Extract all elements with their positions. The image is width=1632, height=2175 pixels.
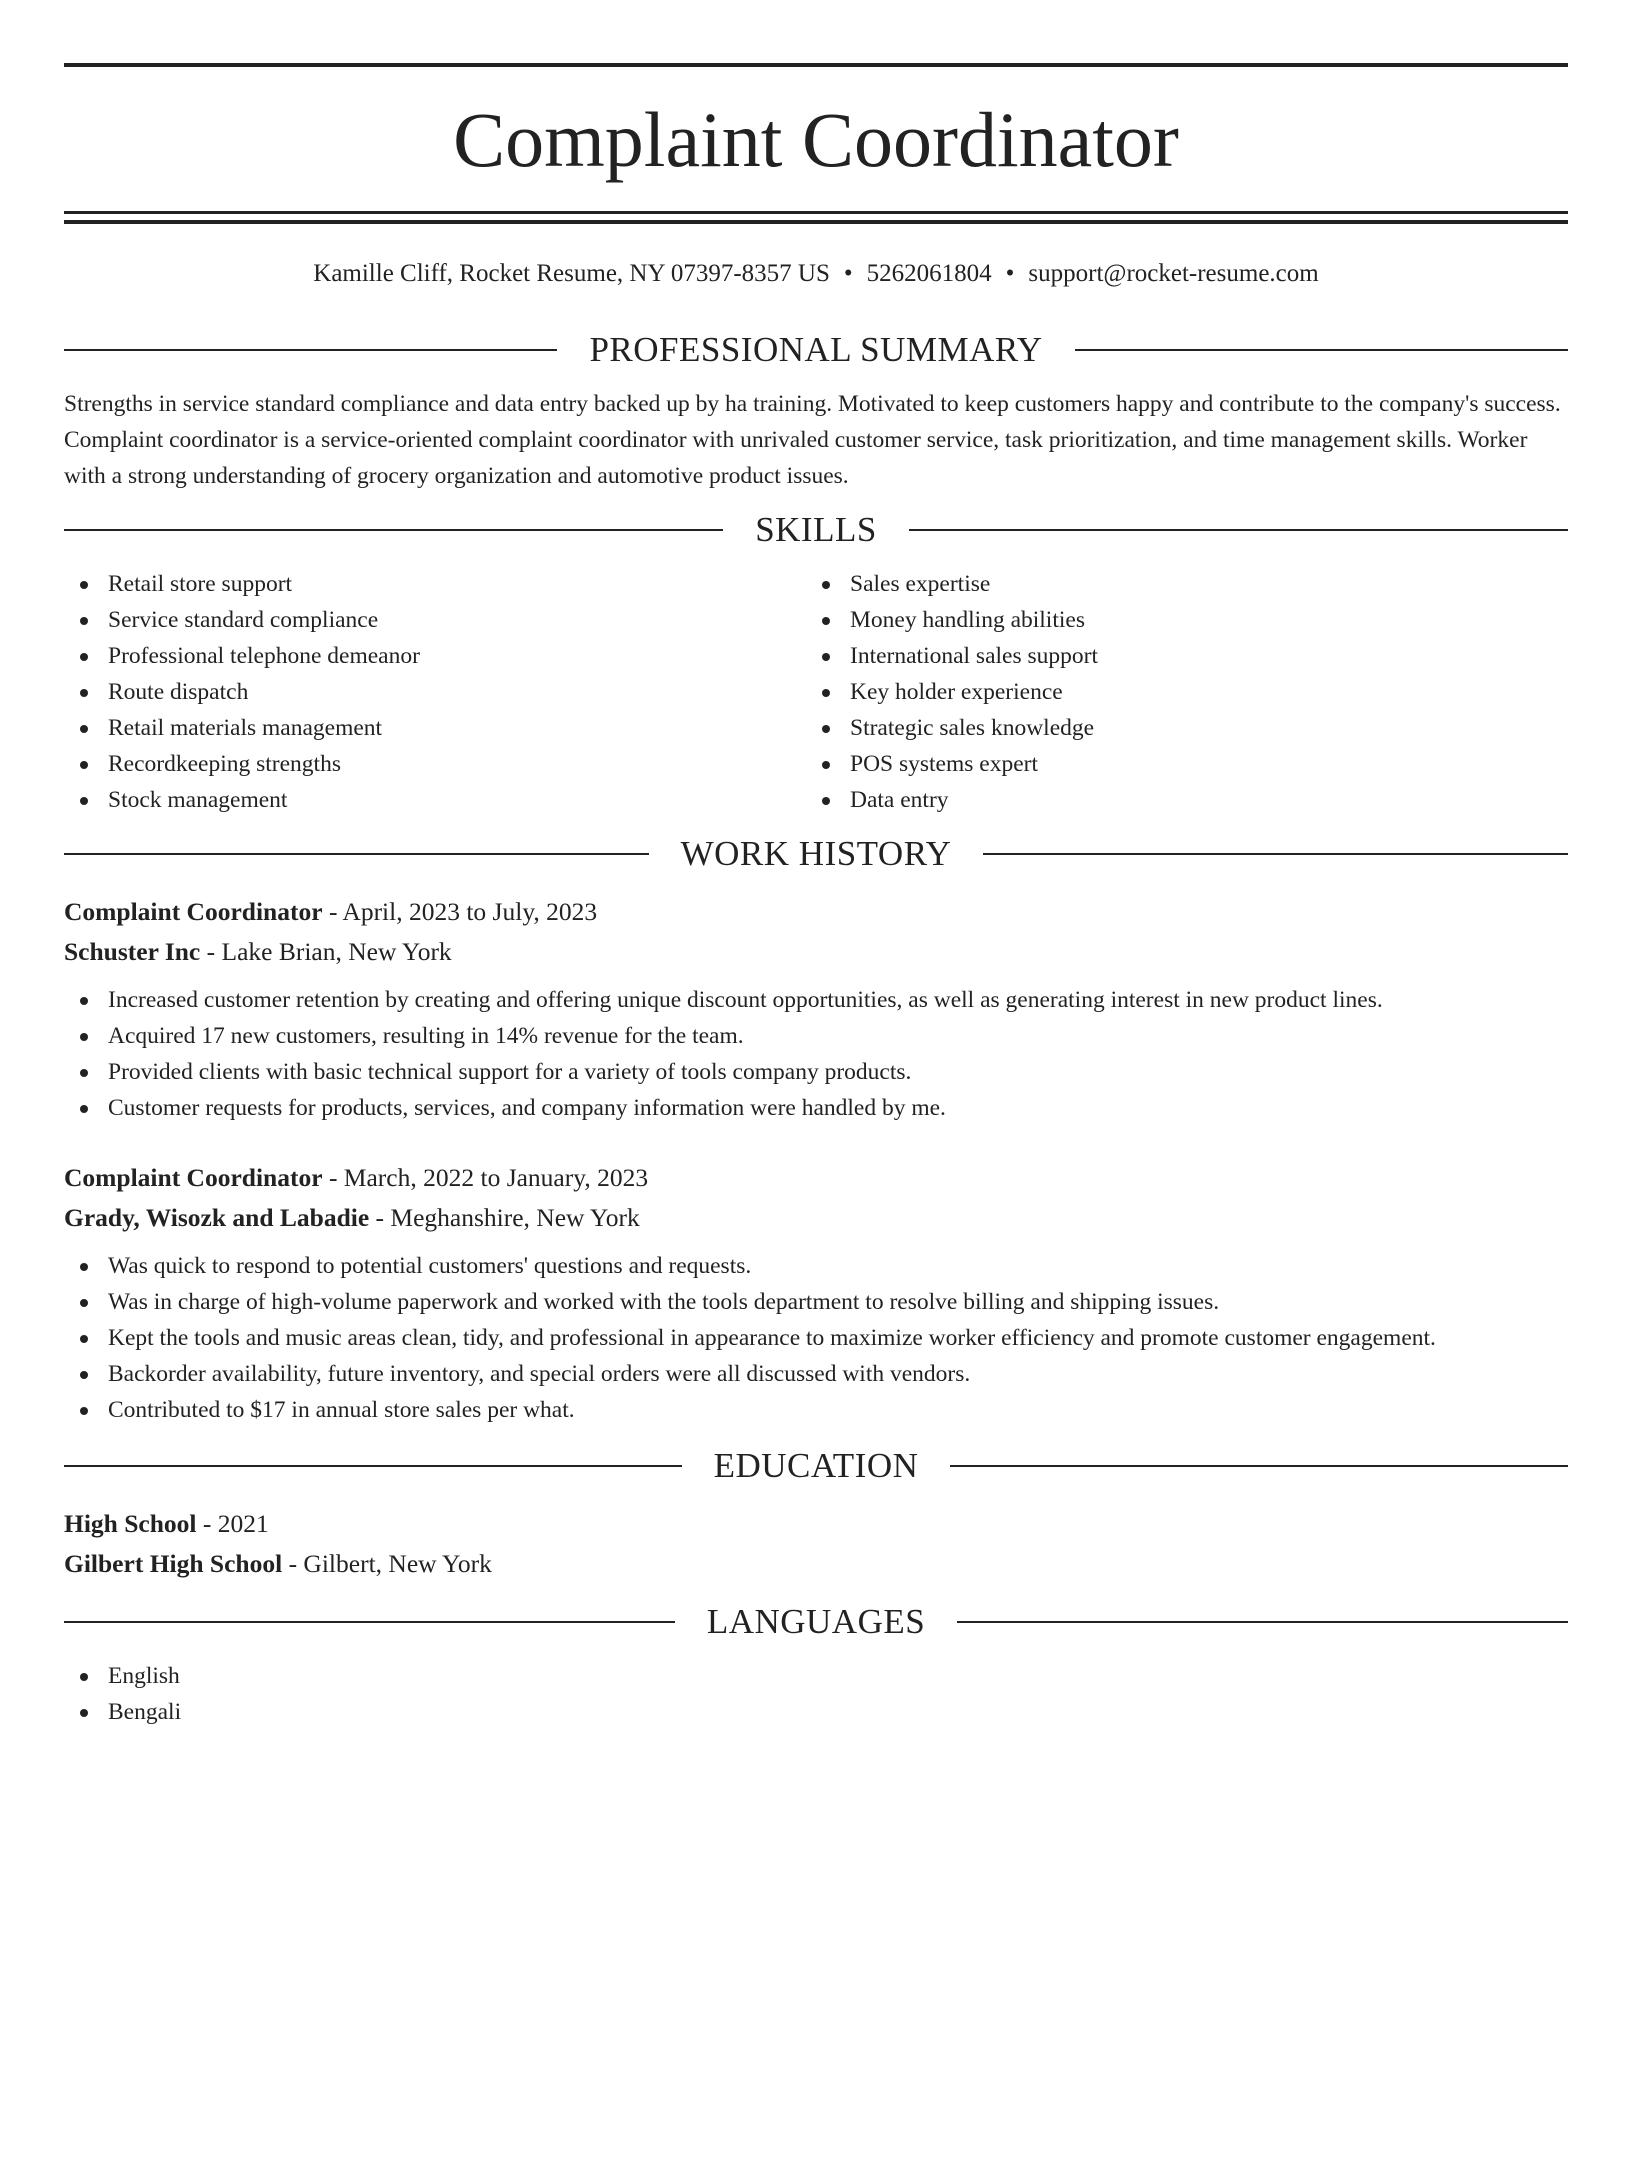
skill-item: Key holder experience [806, 674, 1548, 710]
skill-item: Route dispatch [64, 674, 806, 710]
education-school-line [64, 1544, 1568, 1584]
skill-item: POS systems expert [806, 746, 1548, 782]
skill-item: Strategic sales knowledge [806, 710, 1548, 746]
job-bullets [64, 982, 1568, 1126]
job-company-line [64, 932, 1568, 972]
heading-rule [1075, 349, 1568, 351]
heading-rule [957, 1621, 1568, 1623]
heading-rule [64, 529, 723, 531]
education-entry [64, 1504, 1568, 1584]
job-title-line [64, 892, 1568, 932]
skills-list-left [64, 566, 806, 818]
skill-item: Professional telephone demeanor [64, 638, 806, 674]
job-company: Schuster Inc [64, 937, 201, 966]
education-degree: High School [64, 1509, 197, 1538]
section-title: WORK HISTORY [680, 834, 952, 873]
section-title: SKILLS [755, 510, 877, 549]
section-title: EDUCATION [713, 1446, 919, 1485]
skill-item: Stock management [64, 782, 806, 818]
job-company: Grady, Wisozk and Labadie [64, 1203, 370, 1232]
section-heading-skills [64, 510, 1568, 550]
education-year: - 2021 [196, 1509, 269, 1538]
skill-item: Data entry [806, 782, 1548, 818]
skill-item: Service standard compliance [64, 602, 806, 638]
language-item: English [64, 1658, 1568, 1694]
contact-line [64, 258, 1568, 290]
job-bullet: Backorder availability, future inventory, and special orders were all discussed with vendors. [64, 1356, 1568, 1392]
heading-rule [950, 1465, 1568, 1467]
job-entry [64, 1158, 1568, 1428]
skills-columns [64, 566, 1568, 818]
heading-rule [909, 529, 1568, 531]
job-title: Complaint Coordinator [64, 897, 323, 926]
languages-list [64, 1658, 1568, 1730]
job-bullet: Increased customer retention by creating and offering unique discount opportunities, as well as generating interest in new product lines. [64, 982, 1568, 1018]
education-school: Gilbert High School [64, 1549, 283, 1578]
section-heading-languages [64, 1602, 1568, 1642]
section-title: LANGUAGES [706, 1602, 926, 1641]
section-heading-education [64, 1446, 1568, 1486]
education-degree-line [64, 1504, 1568, 1544]
skill-item: Retail materials management [64, 710, 806, 746]
heading-rule [983, 853, 1568, 855]
heading-rule [64, 1465, 682, 1467]
skill-item: Retail store support [64, 566, 806, 602]
top-rule [64, 63, 1568, 67]
job-bullet: Acquired 17 new customers, resulting in 14% revenue for the team. [64, 1018, 1568, 1054]
skill-item: Recordkeeping strengths [64, 746, 806, 782]
heading-rule [64, 349, 557, 351]
section-title: PROFESSIONAL SUMMARY [589, 330, 1043, 369]
contact-address: Kamille Cliff, Rocket Resume, NY 07397-8357 US [313, 260, 830, 287]
job-entry [64, 892, 1568, 1126]
job-bullet: Customer requests for products, services, and company information were handled by me. [64, 1090, 1568, 1126]
resume-page [0, 63, 1632, 2175]
job-title: Complaint Coordinator [64, 1163, 323, 1192]
skill-item: Sales expertise [806, 566, 1548, 602]
contact-phone: 5262061804 [866, 260, 992, 287]
job-dates: - April, 2023 to July, 2023 [322, 897, 598, 926]
job-location: - Lake Brian, New York [200, 937, 452, 966]
contact-separator: • [843, 260, 853, 287]
job-location: - Meghanshire, New York [369, 1203, 640, 1232]
job-bullet: Was quick to respond to potential customers' questions and requests. [64, 1248, 1568, 1284]
double-rule [64, 211, 1568, 224]
summary-text: Strengths in service standard compliance and data entry backed up by ha training. Motivated to keep customers happy and contribute to the company's success. Complaint coordinator is a service-oriented complaint coordinator with unrivaled customer service, task prioritization, and time management skills. Worker with a strong understanding of grocery organization and automotive product issues. [64, 391, 1561, 489]
section-heading-summary [64, 330, 1568, 370]
job-bullet: Kept the tools and music areas clean, tidy, and professional in appearance to maximize worker efficiency and promote customer engagement. [64, 1320, 1568, 1356]
resume-title: Complaint Coordinator [453, 96, 1179, 183]
contact-email: support@rocket-resume.com [1028, 260, 1319, 287]
job-title-line [64, 1158, 1568, 1198]
contact-separator: • [1005, 260, 1015, 287]
skills-list-right [806, 566, 1548, 818]
job-dates: - March, 2022 to January, 2023 [322, 1163, 649, 1192]
heading-rule [64, 1621, 675, 1623]
job-bullet: Provided clients with basic technical support for a variety of tools company products. [64, 1054, 1568, 1090]
job-bullet: Contributed to $17 in annual store sales per what. [64, 1392, 1568, 1428]
skill-item: International sales support [806, 638, 1548, 674]
job-company-line [64, 1198, 1568, 1238]
education-location: - Gilbert, New York [282, 1549, 492, 1578]
job-bullet: Was in charge of high-volume paperwork and worked with the tools department to resolve billing and shipping issues. [64, 1284, 1568, 1320]
job-bullets [64, 1248, 1568, 1428]
language-item: Bengali [64, 1694, 1568, 1730]
skill-item: Money handling abilities [806, 602, 1548, 638]
heading-rule [64, 853, 649, 855]
section-heading-work [64, 834, 1568, 874]
